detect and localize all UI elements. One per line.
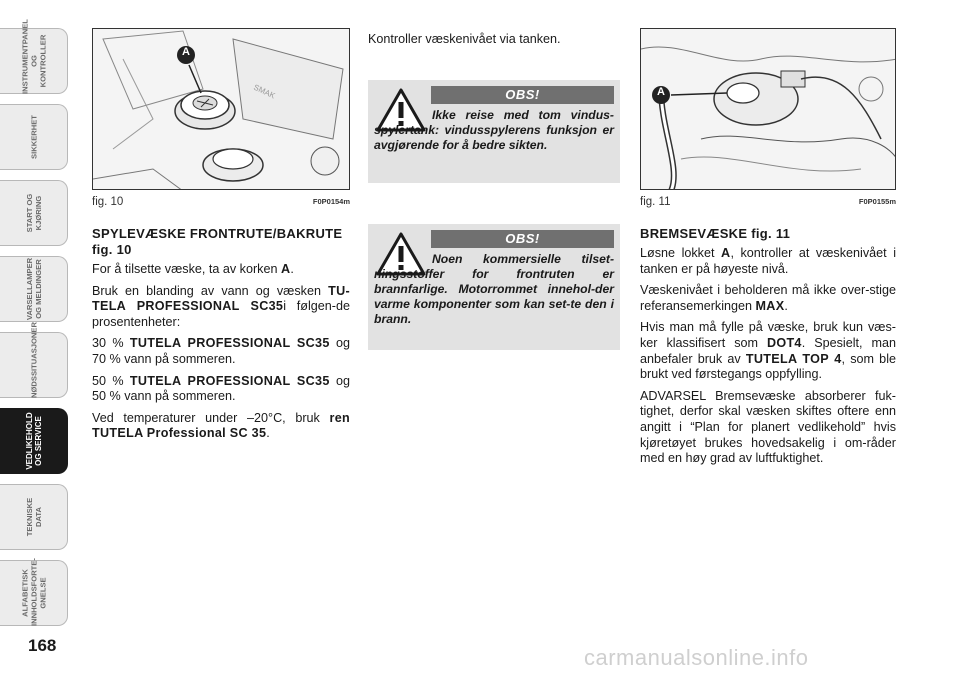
text: Hvis man må fylle på væske, bruk kun væs-ker klassifisert som [640, 320, 896, 350]
figure-code: F0P0155m [858, 197, 896, 206]
bold-text: A [721, 246, 731, 260]
tab-sikkerhet[interactable] [0, 104, 68, 170]
paragraph [92, 411, 350, 442]
text: Bruk en blanding av vann og væsken [92, 283, 329, 298]
bold-text: MAX [755, 298, 785, 313]
bold-text: TUTELA PROFESSIONAL SC35 [129, 336, 330, 351]
middle-intro [368, 32, 620, 54]
tab-tekniske-data[interactable] [0, 484, 68, 550]
text: . [266, 426, 270, 441]
intro-text: Kontroller væskenivået via tanken. [368, 32, 561, 46]
bold-text: TUTELA PROFESSIONAL SC35 [129, 373, 330, 388]
figure-code: F0P0154m [312, 197, 350, 206]
bold-text: DOT4 [766, 335, 802, 350]
paragraph [92, 284, 350, 331]
tab-label: SIKKERHET [29, 115, 38, 159]
tab-label: VARSELLAMPER OG MELDINGER [24, 257, 43, 321]
bold-text: ren TUTELA Professional SC 35 [92, 410, 350, 441]
paragraph [640, 283, 896, 314]
paragraph [640, 246, 896, 277]
bold-text: A [280, 262, 291, 276]
text: og 50 % vann på sommeren. [92, 373, 350, 404]
washer-fluid-section [92, 226, 350, 448]
obs-text: Noen kommersielle tilset-ningsstoffer for frontruten er brannfarlige. Motorrommet innehol-der varme komponenter som kan set-te den i brann. [374, 252, 614, 326]
paragraph: ADVARSEL Bremsevæske absorberer fuk-tighet, derfor skal væsken skiftes oftere enn angitt i “Plan for planert vedlikehold” hvis kjøretøyet brukes hovedsakelig i om-råder med en høy grad av luftfuktighet. [640, 388, 896, 466]
text: 30 % [92, 336, 130, 351]
obs-badge: OBS! [431, 86, 614, 104]
text: og 70 % vann på sommeren. [92, 336, 350, 366]
figure-10-illustration [92, 28, 350, 190]
text: Ved temperaturer under –20°C, bruk [92, 410, 330, 425]
bold-text: TUTELA TOP 4 [745, 351, 842, 366]
brake-fluid-section [640, 226, 896, 473]
figure-11-illustration [640, 28, 896, 190]
marker-a: A [657, 86, 665, 98]
text: Væskenivået i beholderen må ikke over-stige referansemerkingen [640, 283, 896, 313]
tab-label: TEKNISKE DATA [24, 497, 43, 537]
watermark: carmanualsonline.info [584, 645, 809, 670]
tab-alfabetisk-innhold[interactable] [0, 560, 68, 626]
text: i følgen-de prosentenheter: [92, 299, 350, 329]
brake-fluid-reservoir-drawing [641, 29, 896, 190]
tab-label: ALFABETISK INNHOLDSFORTE- GNELSE [20, 558, 47, 626]
section-heading: BREMSEVÆSKE fig. 11 [640, 226, 791, 241]
obs-warning-box-2 [368, 224, 620, 350]
tab-label: INSTRUMENTPANEL OG KONTROLLER [20, 19, 47, 94]
text: For å tilsette væske, ta av korken [92, 262, 281, 276]
paragraph [92, 336, 350, 367]
page-number: 168 [28, 636, 57, 655]
tab-nodssituasjoner[interactable] [0, 322, 68, 398]
tab-instrumentpanel[interactable] [0, 19, 68, 94]
obs-text: Ikke reise med tom vindus-spylertank: vindusspylerens funksjon er avgjørende for å bedre sikten. [374, 108, 614, 152]
marker-a: A [182, 46, 190, 58]
figure-caption: fig. 10 [92, 196, 124, 208]
tab-label: VEDLIKEHOLD OG SERVICE [24, 412, 43, 470]
section-heading: SPYLEVÆSKE FRONTRUTE/BAKRUTE fig. 10 [92, 226, 343, 257]
text: , som ble brukt ved førstegangs oppfylling. [640, 351, 896, 382]
text: 50 % [92, 373, 130, 388]
washer-reservoir-drawing [93, 29, 350, 190]
figure-10 [92, 28, 350, 208]
tab-label: START OG KJØRING [24, 193, 43, 233]
paragraph [92, 262, 350, 278]
paragraph [640, 320, 896, 382]
obs-badge: OBS! [431, 230, 614, 248]
figure-caption: fig. 11 [640, 196, 671, 208]
svg-text:SMAK: SMAK [252, 82, 277, 101]
bold-text: TU-TELA PROFESSIONAL SC35 [92, 283, 350, 314]
text: Løsne lokket [640, 246, 722, 260]
obs-warning-box-1 [368, 80, 620, 183]
text: . [290, 262, 294, 276]
tab-label: NØDSSITUASJONER [29, 322, 38, 398]
paragraph [92, 374, 350, 405]
text: , kontroller at væskenivået i tanken er på høyeste nivå. [640, 246, 896, 276]
tab-vedlikehold-og-service[interactable] [0, 408, 68, 474]
tab-varsellamper[interactable] [0, 256, 68, 322]
tab-start-og-kjoring[interactable] [0, 180, 68, 246]
figure-11 [640, 28, 896, 208]
text: . [784, 298, 788, 313]
text: . Spesielt, man anbefaler bruk av [640, 335, 896, 366]
